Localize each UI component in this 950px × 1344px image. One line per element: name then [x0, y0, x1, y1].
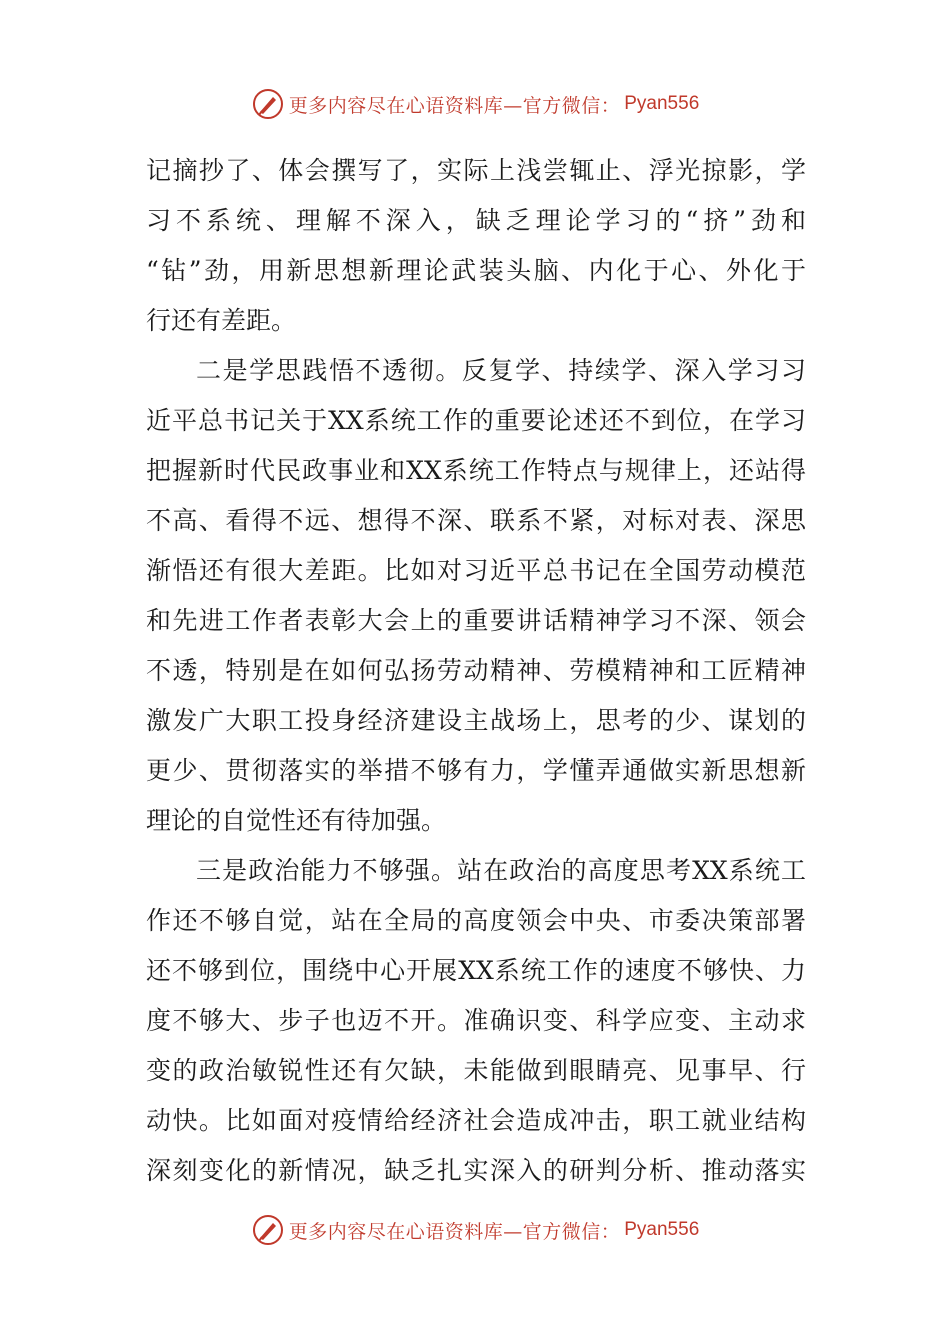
text-line: 理论的自觉性还有待加强。 — [146, 806, 447, 835]
text-line: 深刻变化的新情况，缺乏扎实深入的研判分析、推动落实 — [146, 1156, 806, 1185]
text-line: 更少、贯彻落实的举措不够有力，学懂弄通做实新思想新 — [146, 756, 806, 785]
text-line: 记摘抄了、体会撰写了，实际上浅尝辄止、浮光掠影，学 — [146, 156, 806, 185]
text-line: 不高、看得不远、想得不深、联系不紧，对标对表、深思 — [146, 506, 806, 535]
footer-watermark — [0, 1210, 950, 1250]
text-line: 度不够大、步子也迈不开。准确识变、科学应变、主动求 — [146, 1006, 806, 1035]
text-line: 三是政治能力不够强。站在政治的高度思考XX系统工 — [196, 856, 806, 885]
text-line: 还不够到位，围绕中心开展XX系统工作的速度不够快、力 — [146, 956, 806, 985]
watermark-text: 更多内容尽在心语资料库—官方微信： — [288, 94, 621, 117]
watermark-handle: Pyan556 — [624, 1219, 700, 1240]
text-line: 近平总书记关于XX系统工作的重要论述还不到位，在学习 — [146, 406, 806, 435]
pen-logo-icon — [251, 1213, 285, 1247]
text-line: 动快。比如面对疫情给经济社会造成冲击，职工就业结构 — [146, 1106, 806, 1135]
header-watermark — [0, 84, 950, 124]
text-line: 变的政治敏锐性还有欠缺，未能做到眼睛亮、见事早、行 — [146, 1056, 806, 1085]
text-line: 习不系统、理解不深入，缺乏理论学习的“挤”劲和 — [146, 206, 806, 235]
text-line: 作还不够自觉，站在全局的高度领会中央、市委决策部署 — [146, 906, 806, 935]
text-line: 渐悟还有很大差距。比如对习近平总书记在全国劳动模范 — [146, 556, 806, 585]
text-line: 行还有差距。 — [146, 306, 297, 335]
text-line: 二是学思践悟不透彻。反复学、持续学、深入学习习 — [196, 356, 806, 385]
text-line: 不透，特别是在如何弘扬劳动精神、劳模精神和工匠精神 — [146, 656, 806, 685]
document-body — [146, 146, 806, 1196]
text-line: “钻”劲，用新思想新理论武装头脑、内化于心、外化于 — [146, 256, 806, 285]
watermark-handle: Pyan556 — [624, 93, 700, 114]
text-line: 激发广大职工投身经济建设主战场上，思考的少、谋划的 — [146, 706, 806, 735]
text-line: 和先进工作者表彰大会上的重要讲话精神学习不深、领会 — [146, 606, 806, 635]
text-line: 把握新时代民政事业和XX系统工作特点与规律上，还站得 — [146, 456, 806, 485]
pen-logo-icon — [251, 87, 285, 121]
watermark-text: 更多内容尽在心语资料库—官方微信： — [288, 1220, 621, 1243]
